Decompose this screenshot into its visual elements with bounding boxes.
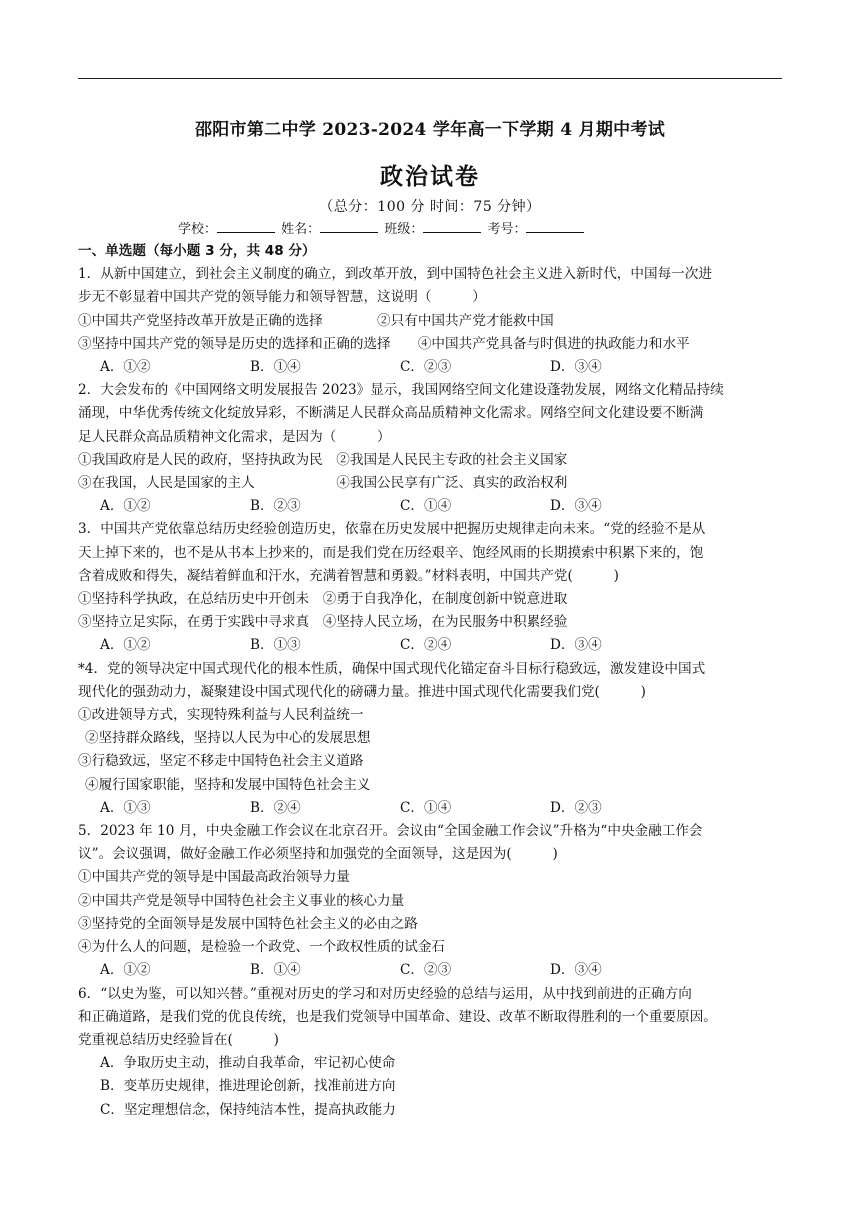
question-stem-line: 天上掉下来的，也不是从书本上抄来的，而是我们党在历经艰辛、饱经风雨的长期摸索中积累下来的，饱 <box>78 544 704 561</box>
choice-a[interactable]: A．①③ <box>100 799 151 816</box>
option-line: ④履行国家职能，坚持和发展中国特色社会主义 <box>85 776 371 793</box>
question-4 <box>78 658 786 820</box>
option-line: ①中国共产党的领导是中国最高政治领导力量 <box>78 869 350 886</box>
exam-title: 邵阳市第二中学 2023-2024 学年高一下学期 4 月期中考试 <box>194 120 666 140</box>
choice-d[interactable]: D．③④ <box>550 962 602 979</box>
answer-choices <box>78 356 786 379</box>
exam-content <box>78 240 786 1122</box>
question-stem-line: 足人民群众高品质精神文化需求，是因为（ ） <box>78 428 391 445</box>
choice-c[interactable]: C．①④ <box>400 498 452 515</box>
class-label: 班级： <box>384 222 424 237</box>
answer-choices <box>78 797 786 820</box>
question-stem-line: 涌现，中华优秀传统文化绽放异彩，不断满足人民群众高品质精神文化需求。网络空间文化建设要不断满 <box>78 405 704 422</box>
question-stem-line: 1．从新中国建立，到社会主义制度的确立，到改革开放，到中国特色社会主义进入新时代，中国每一次进 <box>78 266 712 283</box>
question-stem-line: 5．2023 年 10 月，中央金融工作会议在北京召开。会议由“全国金融工作会议”升格为“中央金融工作会 <box>78 823 703 840</box>
school-blank <box>217 220 275 233</box>
option-line: ②中国共产党是领导中国特色社会主义事业的核心力量 <box>78 892 405 909</box>
choice-a[interactable]: A．①② <box>100 498 151 515</box>
exam-no-label: 考号： <box>487 222 527 237</box>
question-stem-line: 和正确道路，是我们党的优良传统，也是我们党领导中国革命、建设、改革不断取得胜利的一个重要原因。 <box>78 1008 717 1025</box>
option-line: ③坚持中国共产党的领导是历史的选择和正确的选择 ④中国共产党具备与时俱进的执政能力和水平 <box>78 335 690 352</box>
choice-b[interactable]: B．①③ <box>250 637 301 654</box>
option-line: ③坚持党的全面领导是发展中国特色社会主义的必由之路 <box>78 915 418 932</box>
choice-d[interactable]: D．③④ <box>550 359 602 376</box>
option-line: ①坚持科学执政，在总结历史中开创未 ②勇于自我净化，在制度创新中锐意进取 <box>78 591 568 608</box>
question-5 <box>78 820 786 982</box>
question-6 <box>78 983 786 1122</box>
choice-a[interactable]: A．①② <box>100 359 151 376</box>
top-rule <box>78 78 782 79</box>
question-stem-line: 党重视总结历史经验旨在( ) <box>78 1031 279 1048</box>
question-stem-line: *4．党的领导决定中国式现代化的根本性质，确保中国式现代化锚定奋斗目标行稳致远，激发建设中国式 <box>78 660 706 677</box>
choice-c[interactable]: C．①④ <box>400 799 452 816</box>
question-1 <box>78 263 786 379</box>
name-label: 姓名： <box>281 222 321 237</box>
question-stem-line: 3．中国共产党依靠总结历史经验创造历史，依靠在历史发展中把握历史规律走向未来。“党的经验不是从 <box>78 521 706 538</box>
choice-b[interactable]: B．变革历史规律，推进理论创新，找准前进方向 <box>100 1078 396 1095</box>
class-blank <box>423 220 481 233</box>
choice-d[interactable]: D．③④ <box>550 498 602 515</box>
option-line: ③行稳致远，坚定不移走中国特色社会主义道路 <box>78 753 364 770</box>
question-stem-line: 6．“以史为鉴，可以知兴替。”重视对历史的学习和对历史经验的总结与运用，从中找到前进的正确方向 <box>78 985 692 1002</box>
name-blank <box>320 220 378 233</box>
question-stem-line: 步无不彰显着中国共产党的领导能力和领导智慧，这说明（ ） <box>78 289 486 306</box>
question-stem-line: 议”。会议强调，做好金融工作必须坚持和加强党的全面领导，这是因为( ) <box>78 846 558 863</box>
answer-choices <box>78 495 786 518</box>
choice-b[interactable]: B．①④ <box>250 359 301 376</box>
option-line: ②坚持群众路线，坚持以人民为中心的发展思想 <box>85 730 371 747</box>
choice-a[interactable]: A．争取历史主动，推动自我革命，牢记初心使命 <box>100 1055 396 1072</box>
question-2 <box>78 379 786 518</box>
student-info-row <box>178 218 778 237</box>
answer-choices <box>78 959 786 982</box>
choice-c[interactable]: C．坚定理想信念，保持纯洁本性，提高执政能力 <box>100 1101 396 1118</box>
choice-c[interactable]: C．②④ <box>400 637 452 654</box>
choice-b[interactable]: B．①④ <box>250 962 301 979</box>
question-3 <box>78 518 786 657</box>
exam-no-blank <box>526 220 584 233</box>
choice-a[interactable]: A．①② <box>100 962 151 979</box>
exam-subtitle: 政治试卷 <box>380 163 480 190</box>
question-stem-line: 现代化的强劲动力，凝聚建设中国式现代化的磅礴力量。推进中国式现代化需要我们党( ) <box>78 683 646 700</box>
option-line: ①我国政府是人民的政府，坚持执政为民 ②我国是人民民主专政的社会主义国家 <box>78 451 568 468</box>
option-line: ①改进领导方式，实现特殊利益与人民利益统一 <box>78 707 364 724</box>
choice-d[interactable]: D．②③ <box>550 799 602 816</box>
choice-b[interactable]: B．②④ <box>250 799 301 816</box>
choice-c[interactable]: C．②③ <box>400 962 452 979</box>
section-heading: 一、单选题（每小题 3 分，共 48 分） <box>78 243 316 259</box>
choice-d[interactable]: D．③④ <box>550 637 602 654</box>
option-line: ④为什么人的问题，是检验一个政党、一个政权性质的试金石 <box>78 939 446 956</box>
exam-meta: （总分：100 分 时间：75 分钟） <box>319 199 541 215</box>
question-stem-line: 2．大会发布的《中国网络文明发展报告 2023》显示，我国网络空间文化建设蓬勃发展，网络文化精品持续 <box>78 382 724 399</box>
option-line: ③坚持立足实际，在勇于实践中寻求真 ④坚持人民立场，在为民服务中积累经验 <box>78 614 568 631</box>
question-stem-line: 含着成败和得失，凝结着鲜血和汗水，充满着智慧和勇毅。”材料表明，中国共产党( ) <box>78 567 619 584</box>
choice-a[interactable]: A．①② <box>100 637 151 654</box>
choice-b[interactable]: B．②③ <box>250 498 301 515</box>
choice-c[interactable]: C．②③ <box>400 359 452 376</box>
school-label: 学校： <box>178 222 218 237</box>
answer-choices <box>78 634 786 657</box>
option-line: ③在我国，人民是国家的主人 ④我国公民享有广泛、真实的政治权利 <box>78 475 568 492</box>
option-line: ①中国共产党坚持改革开放是正确的选择 ②只有中国共产党才能救中国 <box>78 312 554 329</box>
